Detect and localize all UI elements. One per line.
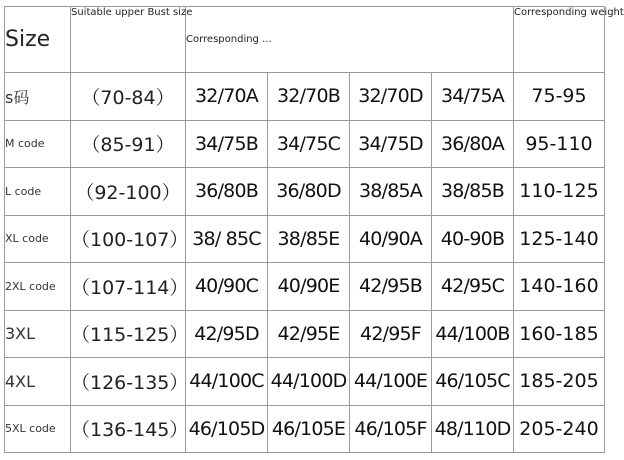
cup-size: 42/95B: [350, 263, 432, 311]
table-row: [5, 310, 605, 358]
cup-size: 44/100E: [350, 358, 432, 406]
weight-range: 205-240: [514, 405, 605, 453]
size-label: L code: [5, 168, 71, 216]
cup-size: 32/70B: [268, 73, 350, 121]
cup-size: 38/85A: [350, 168, 432, 216]
cup-size: 34/75A: [432, 73, 514, 121]
bust-range: （100-107）: [71, 215, 186, 263]
cup-size: 44/100C: [186, 358, 268, 406]
size-label: 3XL: [5, 310, 71, 358]
bust-range: （126-135）: [71, 358, 186, 406]
header-corresponding: Corresponding ...: [186, 7, 514, 73]
table-row: [5, 73, 605, 121]
cup-size: 36/80D: [268, 168, 350, 216]
size-label: 5XL code: [5, 405, 71, 453]
cup-size: 44/100B: [432, 310, 514, 358]
cup-size: 36/80A: [432, 120, 514, 168]
cup-size: 42/95C: [432, 263, 514, 311]
header-bust: Suitable upper Bust size: [71, 7, 186, 73]
cup-size: 40/90E: [268, 263, 350, 311]
size-label: 4XL: [5, 358, 71, 406]
header-weight: Corresponding weight: [514, 7, 605, 73]
cup-size: 46/105D: [186, 405, 268, 453]
cup-size: 40/90C: [186, 263, 268, 311]
size-chart-table: [4, 6, 624, 453]
cup-size: 40-90B: [432, 215, 514, 263]
cup-size: 38/85E: [268, 215, 350, 263]
cup-size: 36/80B: [186, 168, 268, 216]
size-label: XL code: [5, 215, 71, 263]
table-row: [5, 168, 605, 216]
weight-range: 140-160: [514, 263, 605, 311]
cup-size: 32/70D: [350, 73, 432, 121]
header-row: [5, 7, 605, 73]
bust-range: （136-145）: [71, 405, 186, 453]
cup-size: 48/110D: [432, 405, 514, 453]
cup-size: 46/105E: [268, 405, 350, 453]
cup-size: 40/90A: [350, 215, 432, 263]
weight-range: 75-95: [514, 73, 605, 121]
table-row: [5, 358, 605, 406]
weight-range: 125-140: [514, 215, 605, 263]
bust-range: （92-100）: [71, 168, 186, 216]
weight-range: 110-125: [514, 168, 605, 216]
weight-range: 185-205: [514, 358, 605, 406]
cup-size: 38/ 85C: [186, 215, 268, 263]
cup-size: 46/105C: [432, 358, 514, 406]
table-row: [5, 405, 605, 453]
header-size: Size: [5, 7, 71, 73]
cup-size: 42/95E: [268, 310, 350, 358]
cup-size: 46/105F: [350, 405, 432, 453]
size-label: 2XL code: [5, 263, 71, 311]
bust-range: （85-91）: [71, 120, 186, 168]
size-label: s码: [5, 73, 71, 121]
bust-range: （115-125）: [71, 310, 186, 358]
size-label: M code: [5, 120, 71, 168]
weight-range: 95-110: [514, 120, 605, 168]
cup-size: 38/85B: [432, 168, 514, 216]
bust-range: （107-114）: [71, 263, 186, 311]
table-row: [5, 263, 605, 311]
bust-range: （70-84）: [71, 73, 186, 121]
cup-size: 34/75C: [268, 120, 350, 168]
table-row: [5, 120, 605, 168]
table-row: [5, 215, 605, 263]
cup-size: 34/75B: [186, 120, 268, 168]
weight-range: 160-185: [514, 310, 605, 358]
cup-size: 42/95F: [350, 310, 432, 358]
cup-size: 42/95D: [186, 310, 268, 358]
cup-size: 32/70A: [186, 73, 268, 121]
cup-size: 34/75D: [350, 120, 432, 168]
cup-size: 44/100D: [268, 358, 350, 406]
